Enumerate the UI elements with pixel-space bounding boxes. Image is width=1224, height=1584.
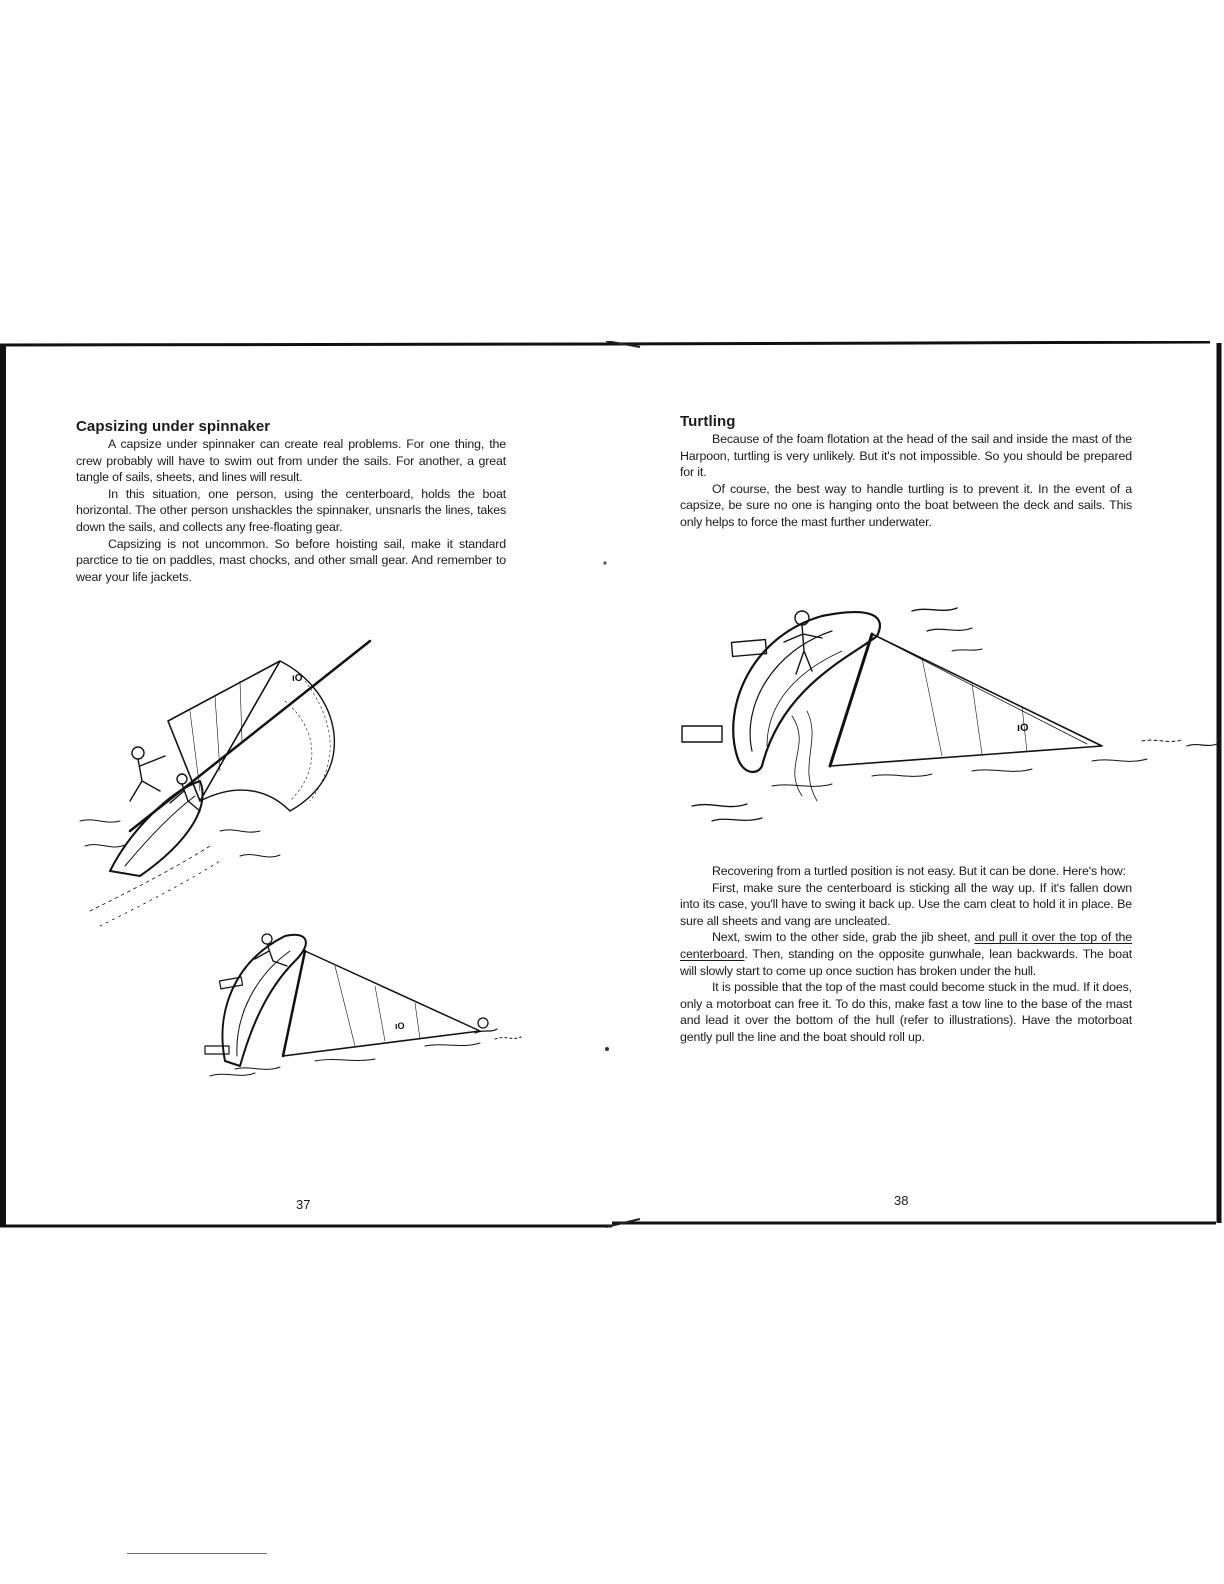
turtled-boat-recovery-illustration [195,921,525,1081]
footer-rule [127,1553,267,1554]
page-number-37: 37 [296,1197,311,1212]
capsizing-boat-illustration [70,631,390,941]
page-number-38: 38 [894,1193,909,1208]
paragraph: It is possible that the top of the mast could become stuck in the mud. If it does, only a motorboat can free it. To do this, make fast a tow line to the base of the mast and lead it over the bottom of the hull (refer to illustrations). Have the motorboat gently pull the line and the boat should roll up. [680,980,1132,1044]
text-span: Next, swim to the other side, grab the jib sheet, [712,930,971,945]
paragraph: Recovering from a turtled position is not easy. But it can be done. Here's how: [712,864,1126,878]
turtling-intro-text [680,431,1132,531]
paragraph: Of course, the best way to handle turtling is to prevent it. In the event of a capsize, be sure no one is hanging onto the boat between the deck and sails. This only helps to force the mast further underwater. [680,481,1132,529]
turtled-boat-illustration [672,596,1224,836]
paragraph: A capsize under spinnaker can create real problems. For one thing, the crew probably will have to swim out from under the sails. For another, a great tangle of sails, sheets, and lines will result. [76,437,506,485]
left-body-text [76,436,506,585]
heading-turtling: Turtling [680,413,736,430]
paragraph: In this situation, one person, using the centerboard, holds the boat horizontal. The other person unshackles the spinnaker, unsnarls the lines, takes down the sails, and collects any free-floating gear. [76,486,506,534]
recovery-text [680,863,1132,1046]
paragraph: First, make sure the centerboard is sticking all the way up. If it's fallen down into its case, you'll have to swing it back up. Use the cam cleat to hold it in place. Be sure all sheets and vang are uncleated. [680,880,1132,928]
svg-text:ιO: ιO [292,673,303,684]
text-span: . Then, standing on the opposite gunwhale, lean backwards. The boat will slowly start to come up once suction has broken under the hull. [680,946,1132,978]
right-page [612,341,1224,1231]
book-spread [0,341,1224,1231]
paragraph: Capsizing is not uncommon. So before hoisting sail, make it standard parctice to tie on paddles, mast chocks, and other small gear. And remember to wear your life jackets. [76,536,506,584]
svg-text:ιO: ιO [395,1021,405,1031]
left-page [0,341,612,1231]
underlined-text: and pull it over the top of the centerboard [680,930,1133,961]
paragraph: Because of the foam flotation at the head of the sail and inside the mast of the Harpoon, turtling is very unlikely. But it's not impossible. So you should be prepared for it. [680,432,1132,480]
svg-text:ιO: ιO [1017,722,1029,734]
paragraph-next [680,929,1132,979]
heading-capsizing-under-spinnaker: Capsizing under spinnaker [76,418,271,435]
